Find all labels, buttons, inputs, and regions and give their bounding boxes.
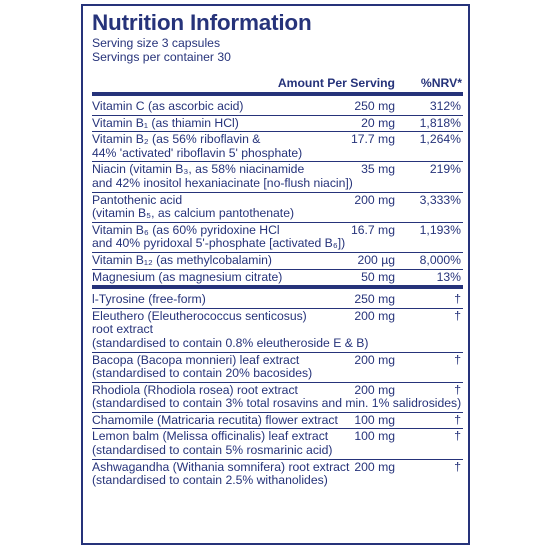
nutrient-name: root extract xyxy=(92,322,153,337)
nrv-value: † xyxy=(454,429,461,444)
nrv-value: 1,193% xyxy=(419,222,461,237)
nutrient-name: and 40% pyridoxal 5'-phosphate [activated B₆]) xyxy=(92,236,346,251)
nutrient-name: Ashwagandha (Withania somnifera) root extract xyxy=(92,459,350,474)
nutrient-name: 44% 'activated' riboflavin 5' phosphate) xyxy=(92,145,303,160)
nutrient-name: Vitamin B₁ (as thiamin HCl) xyxy=(92,115,239,130)
nrv-value: † xyxy=(454,412,461,427)
amount-value: 200 mg xyxy=(354,352,395,367)
nutrient-name: Pantothenic acid xyxy=(92,192,183,207)
table-row xyxy=(92,413,463,430)
amount-value: 250 mg xyxy=(354,292,395,307)
nrv-value: 219% xyxy=(429,162,461,177)
vitamin-rows xyxy=(92,99,463,289)
amount-value: 200 mg xyxy=(354,192,395,207)
amount-value: 50 mg xyxy=(361,269,395,284)
nutrient-name: (standardised to contain 0.8% eleutheroside E & B) xyxy=(92,335,369,350)
table-row xyxy=(92,116,463,133)
nrv-value: 8,000% xyxy=(419,252,461,267)
table-row xyxy=(92,460,463,489)
table-row xyxy=(92,99,463,116)
servings-per-container: Servings per container 30 xyxy=(92,50,231,64)
amount-value: 250 mg xyxy=(354,99,395,113)
nutrient-name: (standardised to contain 5% rosmarinic acid) xyxy=(92,443,333,458)
nutrient-name: (vitamin B₅, as calcium pantothenate) xyxy=(92,206,295,221)
nutrient-name: Vitamin B₁₂ (as methylcobalamin) xyxy=(92,252,272,267)
serving-size: Serving size 3 capsules xyxy=(92,36,221,50)
nutrient-name: Rhodiola (Rhodiola rosea) root extract xyxy=(92,382,298,397)
nutrient-name: Vitamin B₂ (as 56% riboflavin & xyxy=(92,132,261,147)
amount-value: 17.7 mg xyxy=(350,132,395,147)
table-row xyxy=(92,132,463,162)
nutrient-name: l-Tyrosine (free-form) xyxy=(92,292,206,307)
table-row xyxy=(92,383,463,413)
table-header xyxy=(92,66,463,96)
amount-value: 200 mg xyxy=(354,308,395,323)
nrv-value: 3,333% xyxy=(419,192,461,207)
nrv-value: † xyxy=(454,382,461,397)
nrv-header: %NRV* xyxy=(420,76,462,90)
amount-value: 20 mg xyxy=(361,115,395,130)
nutrient-name: (standardised to contain 2.5% withanolides) xyxy=(92,473,328,488)
amount-value: 35 mg xyxy=(361,162,395,177)
nutrient-name: Vitamin B₆ (as 60% pyridoxine HCl xyxy=(92,222,280,237)
table-row xyxy=(92,253,463,270)
amount-value: 100 mg xyxy=(354,429,395,444)
nutrient-name: Eleuthero (Eleutherococcus senticosus) xyxy=(92,308,307,323)
nrv-value: 1,818% xyxy=(419,115,461,130)
nrv-value: † xyxy=(454,352,461,367)
table-row xyxy=(92,223,463,253)
table-row xyxy=(92,309,463,353)
table-row xyxy=(92,193,463,223)
nrv-value: † xyxy=(454,292,461,307)
table-row xyxy=(92,270,463,290)
nrv-value: † xyxy=(454,308,461,323)
nutrient-name: Lemon balm (Melissa officinalis) leaf extract xyxy=(92,429,329,444)
amount-value: 100 mg xyxy=(354,412,395,427)
nutrient-name: (standardised to contain 3% total rosavins and min. 1% salidrosides) xyxy=(92,396,462,411)
amount-value: 200 mg xyxy=(354,459,395,474)
nutrient-name: Niacin (vitamin B₃, as 58% niacinamide xyxy=(92,162,305,177)
nutrient-name: (standardised to contain 20% bacosides) xyxy=(92,366,313,381)
amount-header: Amount Per Serving xyxy=(277,76,395,90)
nutrient-name: Bacopa (Bacopa monnieri) leaf extract xyxy=(92,352,300,367)
nutrition-panel xyxy=(81,4,470,545)
nrv-value: 312% xyxy=(429,99,461,113)
nrv-value: 1,264% xyxy=(419,132,461,147)
nutrient-name: Chamomile (Matricaria recutita) flower extract xyxy=(92,412,338,427)
amount-value: 16.7 mg xyxy=(350,222,395,237)
amount-value: 200 µg xyxy=(357,252,395,267)
panel-title: Nutrition Information xyxy=(92,10,312,35)
nutrient-name: and 42% inositol hexaniacinate [no-flush niacin]) xyxy=(92,175,353,190)
nutrient-name: Vitamin C (as ascorbic acid) xyxy=(92,99,244,113)
table-row xyxy=(92,292,463,309)
nrv-value: 13% xyxy=(436,269,461,284)
nrv-value: † xyxy=(454,459,461,474)
table-row xyxy=(92,429,463,459)
amount-value: 200 mg xyxy=(354,382,395,397)
nutrient-name: Magnesium (as magnesium citrate) xyxy=(92,269,283,284)
table-row xyxy=(92,162,463,192)
table-row xyxy=(92,353,463,383)
other-ingredient-rows xyxy=(92,292,463,489)
